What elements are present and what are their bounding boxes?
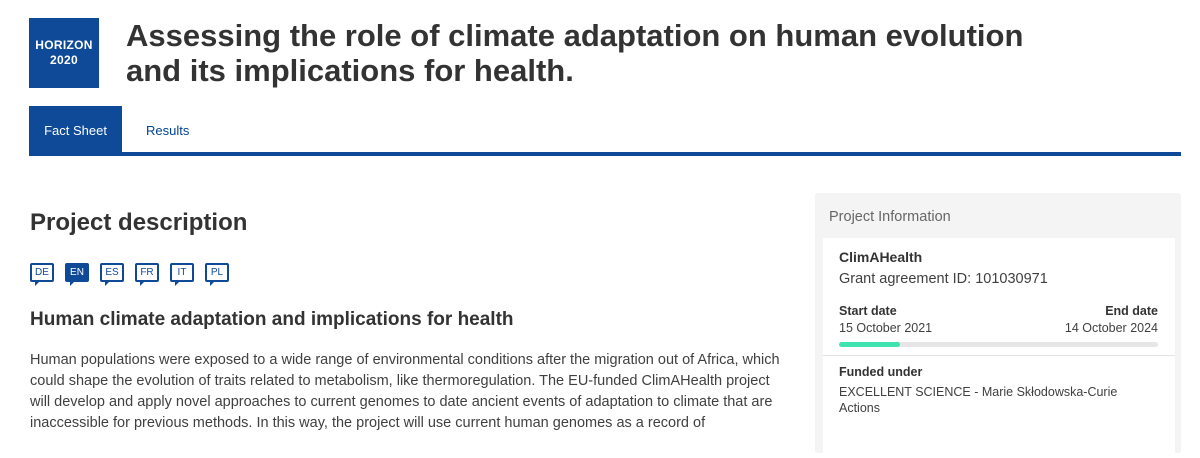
tab-bar — [29, 106, 205, 154]
project-progress-bar — [839, 342, 1158, 347]
language-es-button[interactable]: ES — [100, 263, 124, 282]
end-date-label: End date — [1105, 304, 1158, 318]
tab-fact-sheet[interactable]: Fact Sheet — [29, 106, 122, 154]
tab-results[interactable]: Results — [146, 122, 190, 138]
grant-agreement-id: Grant agreement ID: 101030971 — [839, 271, 1048, 287]
horizon-2020-logo — [29, 18, 99, 88]
description-text: Human populations were exposed to a wide range of environmental conditions after the migration out of Africa, which could shape the evolution of traits related to metabolism, like thermoregulation. The EU-funded ClimAHealth project will develop and apply novel approaches to current genomes to date ancient events of adaptation to climate that are inaccessible for previous methods. In this way, the project will use current human genomes as a record of — [30, 352, 780, 431]
language-de-button[interactable]: DE — [30, 263, 54, 282]
language-pl-button[interactable]: PL — [205, 263, 229, 282]
description-subtitle: Human climate adaptation and implications for health — [30, 309, 514, 330]
language-fr-button[interactable]: FR — [135, 263, 159, 282]
project-progress-fill — [839, 342, 900, 347]
info-divider — [823, 355, 1175, 356]
tab-underline — [29, 152, 1181, 156]
project-acronym: ClimAHealth — [839, 249, 923, 265]
project-information-heading: Project Information — [829, 209, 951, 225]
logo-line-1: HORIZON — [35, 38, 93, 52]
end-date-value: 14 October 2024 — [1064, 321, 1158, 335]
start-date-label: Start date — [839, 304, 897, 318]
page-title: Assessing the role of climate adaptation on human evolution and its implications for health. — [126, 18, 1024, 88]
start-date-value: 15 October 2021 — [839, 321, 933, 335]
funded-under-label: Funded under — [839, 365, 923, 379]
language-en-button[interactable]: EN — [65, 263, 89, 282]
project-information-panel — [815, 193, 1181, 453]
language-it-button[interactable]: IT — [170, 263, 194, 282]
project-description-heading: Project description — [30, 209, 248, 236]
language-selector — [30, 263, 229, 282]
project-info-card — [823, 238, 1175, 458]
funded-under-value: EXCELLENT SCIENCE - Marie Skłodowska-Curie Actions — [839, 385, 1118, 415]
logo-line-2: 2020 — [50, 53, 78, 67]
